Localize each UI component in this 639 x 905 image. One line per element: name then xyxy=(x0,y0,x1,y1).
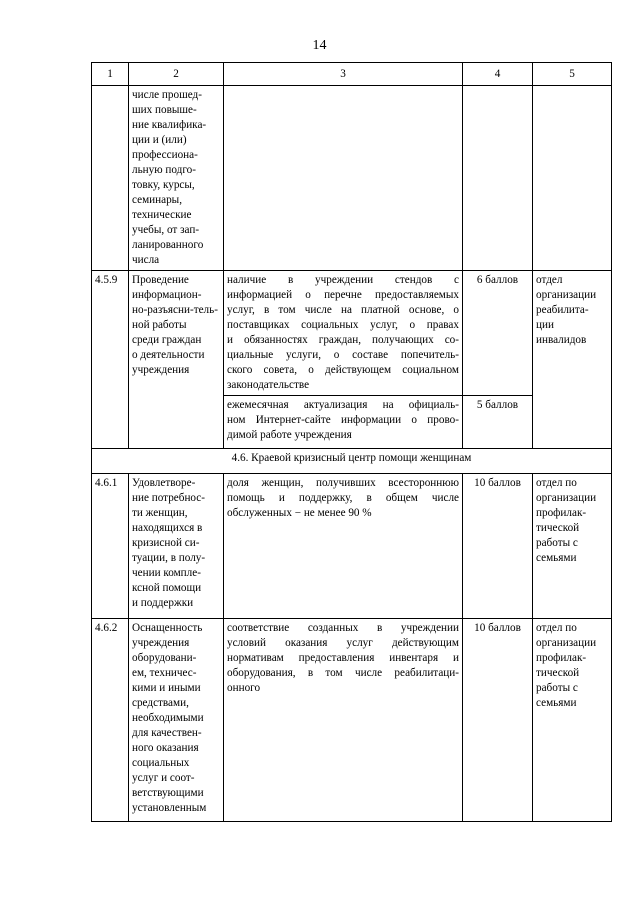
table-header-row xyxy=(92,63,612,86)
header-col-1: 1 xyxy=(92,63,129,86)
table-row-4-6-2 xyxy=(92,619,612,822)
cell-points: 10 баллов xyxy=(463,619,533,822)
page-number: 14 xyxy=(312,38,327,53)
cell-points: 6 баллов xyxy=(463,271,533,396)
cell-criterion: соответствие созданных в учреждении условий оказания услуг действующим нормативам предоставления инвентаря и оборудования, в том числе реабилитаци- онного xyxy=(224,619,463,822)
table-row-4-6-1 xyxy=(92,474,612,619)
cell-num: 4.6.2 xyxy=(92,619,129,822)
cell-criterion: ежемесячная актуализация на официаль- ном Интернет-сайте информации о прово- димой работе учреждения xyxy=(224,396,463,449)
section-title: 4.6. Краевой кризисный центр помощи женщинам xyxy=(92,449,612,474)
table-row-continuation xyxy=(92,86,612,271)
header-col-3: 3 xyxy=(224,63,463,86)
cell-indicator: Удовлетворе- ние потребнос- ти женщин, находящихся в кризисной си- туации, в полу- чении компле- ксной помощи и поддержки xyxy=(129,474,224,619)
section-row xyxy=(92,449,612,474)
cell-responsible: отдел по организации профилак- тической работы с семьями xyxy=(533,619,612,822)
table-row-4-5-9 xyxy=(92,271,612,396)
header-col-2: 2 xyxy=(129,63,224,86)
cell-criterion xyxy=(224,86,463,271)
cell-num: 4.6.1 xyxy=(92,474,129,619)
cell-indicator: Проведение информацион- но-разъясни-тель- ной работы среди граждан о деятельности учреждения xyxy=(129,271,224,449)
cell-criterion: наличие в учреждении стендов с информацией о перечне предоставляемых услуг, в том числе на платной основе, о поставщиках социальных услуг, о правах и обязанностях граждан, получающих со- циальные услуги, о составе попечитель- ского совета, о действующем социальном законодательстве xyxy=(224,271,463,396)
cell-responsible: отдел по организации профилак- тической работы с семьями xyxy=(533,474,612,619)
cell-points: 5 баллов xyxy=(463,396,533,449)
cell-indicator: Оснащенность учреждения оборудовани- ем, техничес- кими и иными средствами, необходимыми для качествен- ного оказания социальных услуг и соот- ветствующими установленным xyxy=(129,619,224,822)
header-col-4: 4 xyxy=(463,63,533,86)
criteria-table xyxy=(91,62,612,822)
cell-num: 4.5.9 xyxy=(92,271,129,449)
cell-points: 10 баллов xyxy=(463,474,533,619)
cell-num xyxy=(92,86,129,271)
cell-responsible xyxy=(533,86,612,271)
header-col-5: 5 xyxy=(533,63,612,86)
cell-responsible: отдел организации реабилита- ции инвалидов xyxy=(533,271,612,449)
cell-indicator: числе прошед- ших повыше- ние квалифика- ции и (или) профессиона- льную подго- товку, курсы, семинары, технические учебы, от зап- ланированного числа xyxy=(129,86,224,271)
cell-points xyxy=(463,86,533,271)
cell-criterion: доля женщин, получивших всестороннюю помощь и поддержку, в общем числе обслуженных − не менее 90 % xyxy=(224,474,463,619)
